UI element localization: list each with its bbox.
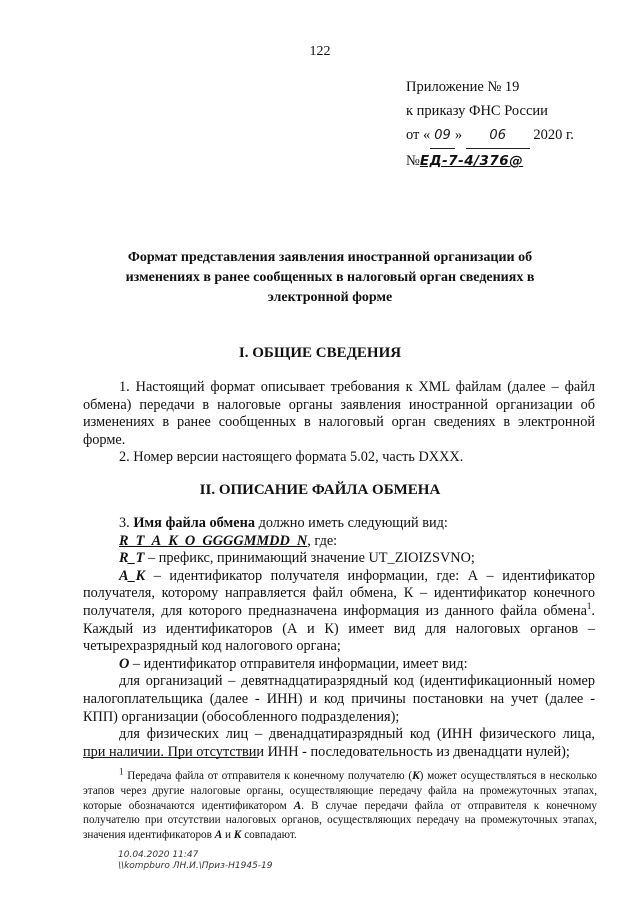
annex-date-year: 2020 г. <box>533 127 574 143</box>
paragraph-3-num: 3. <box>119 515 130 531</box>
footnote-a2: А <box>214 829 223 842</box>
annex-number <box>406 149 574 173</box>
org-paragraph: для организаций – девятнадцатиразрядный код (идентификационный номер налогоплательщика (далее - ИНН) и код причины постановки на учет (далее - КПП) организации (обособленного подразделения); <box>83 673 595 725</box>
paragraph-2: 2. Номер версии настоящего формата 5.02, часть DXXX. <box>119 449 464 466</box>
rt-key: R_T <box>119 550 145 567</box>
ak-key: A_K <box>119 567 146 584</box>
paragraph-3-rest: должно иметь следующий вид: <box>258 515 448 531</box>
section2-heading: II. ОПИСАНИЕ ФАЙЛА ОБМЕНА <box>199 482 441 498</box>
footnote-t2: ) может осуществляться в несколько этапов через другие налоговые органы, осуществляющие передачу файла на промежуточных этапах, которые обозначаются идентификатором <box>83 770 598 812</box>
ak-text: – идентификатор получателя информации, где: А – идентификатор получателя, которому направляется файл обмена, К – идентификатор конечного получателя, для которого предназначена информация из данного файла обмена <box>83 567 595 619</box>
footnote-mark: 1 <box>119 766 124 777</box>
annex-block <box>406 75 574 173</box>
fl-paragraph: для физических лиц – двенадцатиразрядный код (ИНН физического лица, при наличии. При отсутствии ИНН - последовательность из двенадцати нулей); <box>83 726 595 760</box>
paragraph-3-bold: Имя файла обмена <box>133 515 255 531</box>
filename-pattern: R_T_A_K_O_GGGGMMDD_N <box>119 532 308 549</box>
annex-line2: к приказу ФНС России <box>406 103 548 119</box>
rt-text: – префикс, принимающий значение UT_ZIOIZSVNO; <box>148 550 475 567</box>
section1-heading: I. ОБЩИЕ СВЕДЕНИЯ <box>238 345 402 361</box>
footnote-k1: К <box>412 770 420 782</box>
footnote-separator <box>83 757 258 758</box>
paragraph-3 <box>83 515 595 533</box>
paragraph-1: 1. Настоящий формат описывает требования к XML файлам (далее – файл обмена) передачи в налоговые органы заявления иностранной организации об изменениях в ранее сообщенных в налоговый орган сведениях в электронной форме. <box>83 379 595 448</box>
footnote-t3: . В случае передачи файла от отправителя к конечному получателю при отсутствии налоговых органов, осуществляющих передачу на промежуточных этапах, значения идентификаторов <box>83 799 598 842</box>
footnote-t4: и <box>225 829 231 842</box>
annex-line1: Приложение № 19 <box>406 79 520 95</box>
o-text: – идентификатор отправителя информации, имеет вид: <box>132 655 468 672</box>
ak-text2: . Каждый из идентификаторов (А и К) имеет вид для налоговых органов – четырехразрядный код налогового органа; <box>83 602 595 655</box>
annex-date-prefix: от « <box>406 127 431 143</box>
filename-pattern-line <box>83 533 595 551</box>
filename-suffix: , где: <box>307 532 338 549</box>
section1-body <box>83 379 595 467</box>
print-stamp <box>118 850 273 872</box>
footnote-t1: Передача файла от отправителя к конечному получателю ( <box>127 770 413 782</box>
ak-paragraph <box>83 568 595 656</box>
section2-body <box>83 515 595 761</box>
document-title: Формат представления заявления иностранной организации об изменениях в ранее сообщенных в налоговый орган сведениях в электронной форме <box>125 250 535 305</box>
page-number: 122 <box>309 44 331 59</box>
annex-number-value: ЕД-7-4/376@ <box>419 153 524 169</box>
footnote-text <box>83 766 598 843</box>
annex-number-prefix: № <box>406 153 420 169</box>
rt-line <box>83 550 595 568</box>
o-line <box>83 656 595 674</box>
annex-date-mid: » <box>454 127 463 143</box>
annex-date <box>406 123 574 149</box>
footnote-a1: А <box>293 799 302 812</box>
footnote-k2: К <box>233 829 242 842</box>
o-key: О <box>119 655 130 672</box>
stamp-line1: 10.04.2020 11:47 <box>118 850 199 860</box>
footnote <box>83 766 598 843</box>
footnote-t5: совпадают. <box>244 829 297 842</box>
annex-date-month: 06 <box>466 124 530 149</box>
annex-date-day: 09 <box>430 124 455 149</box>
footnote-ref: 1 <box>586 601 592 612</box>
stamp-line2: \\kompburo ЛН.И.\Приз-Н1945-19 <box>118 861 273 871</box>
